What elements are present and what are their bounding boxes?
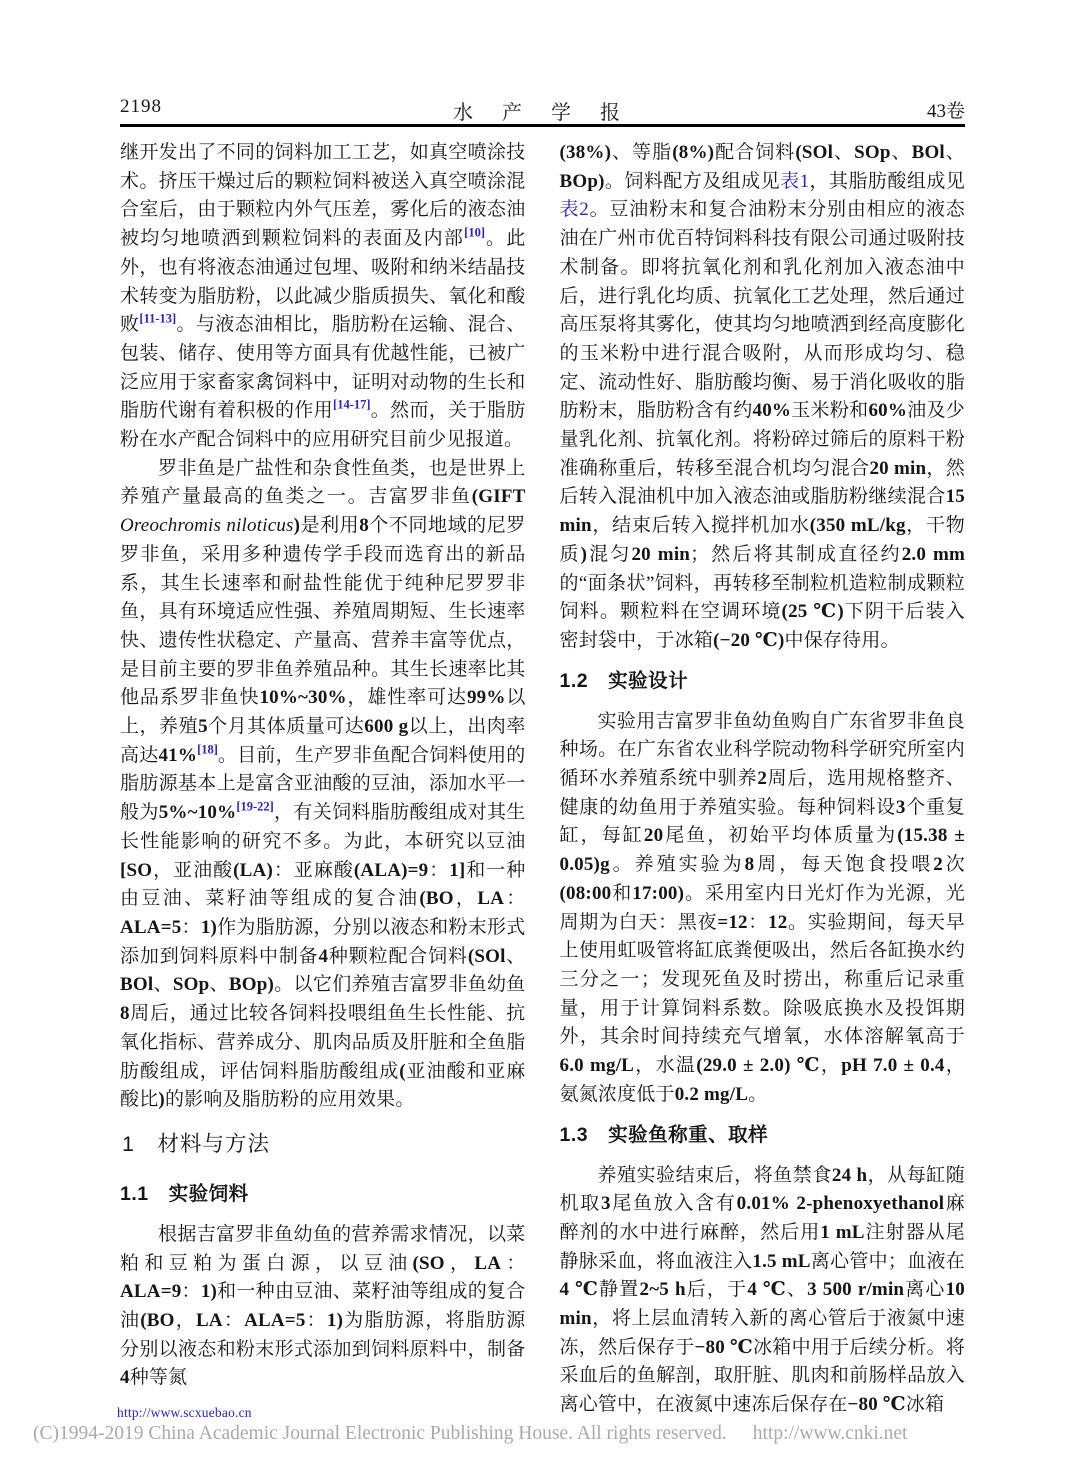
volume-number: 43卷: [926, 101, 965, 122]
latin-text: (ALA)=9: [353, 859, 429, 881]
latin-text: BOl: [120, 974, 154, 996]
latin-text: 10 min: [559, 1279, 965, 1330]
latin-text: (GIFT: [471, 486, 526, 508]
species-name: Oreochromis niloticus: [120, 515, 294, 537]
footer-cnki-link[interactable]: http://www.cnki.net: [752, 1423, 908, 1444]
latin-text: 0.01% 2-phenoxyethanol: [736, 1193, 945, 1215]
latin-text: 1 mL: [820, 1221, 865, 1243]
latin-text: 4: [120, 1367, 130, 1389]
latin-text: 24 h: [831, 1164, 868, 1186]
latin-text: (08:00: [559, 882, 612, 904]
latin-text: BOp): [228, 974, 275, 996]
latin-text: (SO: [412, 1252, 445, 1274]
latin-text: 1.5 mL: [752, 1250, 811, 1272]
latin-text: 20 min: [869, 457, 927, 479]
latin-text: (25 ℃): [781, 601, 844, 623]
latin-text: 5: [198, 716, 208, 738]
latin-text: 2~5 h: [639, 1279, 686, 1301]
footer-copyright-row: [33, 1423, 1053, 1445]
paragraph: 根据吉富罗非鱼幼鱼的营养需求情况，以菜粕和豆粕为蛋白源，以豆油(SO，LA：ALA=9：1)和一种由豆油、菜籽油等组成的复合油(BO，LA：ALA=5：1)为脂肪源，将脂肪源分别以液态和粉末形式添加到饲料原料中，制备4种等氮: [120, 1223, 526, 1389]
latin-text: (SOl: [467, 945, 506, 967]
latin-text: ALA=5: [244, 1310, 306, 1332]
latin-text: 0.2 mg/L: [674, 1083, 749, 1105]
paragraph: 罗非鱼是广盐性和杂食性鱼类，也是世界上养殖产量最高的鱼类之一。吉富罗非鱼(GIFT Oreochromis niloticus)是利用8个不同地域的尼罗罗非鱼，采用多种遗传学手段而选育出的新品系，其生长速率和耐盐性能优于纯种尼罗罗非鱼，具有环境适应性强、养殖周期短、生长速率快、遗传性状稳定、产量高、营养丰富等优点，是目前主要的罗非鱼养殖品种。其生长速率比其他品系罗非鱼快10%~30%，雄性率可达99%以上，养殖5个月其体质量可达600 g以上，出肉率高达41%[18]。目前，生产罗非鱼配合饲料使用的脂肪源基本上是富含亚油酸的豆油，添加水平一般为5%~10%[19-22]，有关饲料脂肪酸组成对其生长性能影响的研究不多。为此，本研究以豆油[SO，亚油酸(LA)：亚麻酸(ALA)=9：1]和一种由豆油、菜籽油等组成的复合油(BO，LA：ALA=5：1)作为脂肪源，分别以液态和粉末形式添加到饲料原料中制备4种颗粒配合饲料(SOl、BOl、SOp、BOp)。以它们养殖吉富罗非鱼幼鱼8周后，通过比较各饲料投喂组鱼生长性能、抗氧化指标、营养成分、肌肉品质及肝脏和全鱼脂肪酸组成，评估饲料脂肪酸组成(亚油酸和亚麻酸比)的影响及脂肪粉的应用效果。: [120, 457, 526, 1111]
latin-text: 20: [643, 825, 664, 847]
latin-text: (350 mL/kg: [809, 515, 906, 537]
table-link[interactable]: 表1: [780, 170, 810, 192]
latin-text: 10%~30%: [259, 687, 347, 709]
latin-text: (LA): [233, 859, 274, 881]
latin-text: 3 500 r/min: [807, 1279, 905, 1301]
reference-link[interactable]: [11-13]: [139, 311, 177, 326]
latin-text: 12: [768, 911, 788, 933]
latin-text: pH 7.0 ± 0.4: [841, 1055, 945, 1077]
right-column: [560, 139, 966, 1420]
latin-text: [SO: [120, 859, 153, 881]
footer-site-link[interactable]: http://www.scxuebao.cn: [117, 1405, 252, 1420]
latin-text: 8: [744, 854, 755, 876]
latin-text: ): [580, 543, 588, 565]
latin-text: (BO: [419, 888, 454, 910]
latin-text: 2.0 mm: [901, 543, 966, 565]
subsection-heading: 1.1 实验饲料: [120, 1182, 249, 1205]
page-header: [120, 96, 965, 122]
latin-text: 1): [200, 1281, 218, 1303]
latin-text: SOp: [172, 974, 210, 996]
latin-text: LA: [195, 1310, 223, 1332]
latin-text: 8: [120, 1003, 130, 1025]
latin-text: 15 min: [559, 486, 965, 537]
page-number: 2198: [120, 96, 162, 117]
latin-text: 6.0 mg/L: [559, 1055, 635, 1077]
latin-text: (: [399, 1060, 406, 1082]
latin-text: 1]: [449, 859, 466, 881]
paragraph: 继开发出了不同的饲料加工工艺，如真空喷涂技术。挤压干燥过后的颗粒饲料被送入真空喷涂混合室后，由于颗粒内外气压差，雾化后的液态油被均匀地喷洒到颗粒饲料的表面及内部[10]。此外，也有将液态油通过包埋、吸附和纳米结晶技术转变为脂肪粉，以此减少脂质损失、氧化和酸败[11-13]。与液态油相比，脂肪粉在运输、混合、包装、储存、使用等方面具有优越性能，已被广泛应用于家畜家禽饲料中，证明对动物的生长和脂肪代谢有着积极的作用[14-17]。然而，关于脂肪粉在水产配合饲料中的应用研究目前少见报道。: [120, 142, 526, 451]
copyright-text: (C)1994-2019 China Academic Journal Electronic Publishing House. All rights reserved.: [33, 1423, 727, 1444]
latin-text: 1): [326, 1310, 344, 1332]
latin-text: 2: [757, 768, 768, 790]
latin-text: ): [158, 1089, 165, 1111]
subsection-heading: 1.2 实验设计: [559, 669, 689, 692]
paragraph: (38%)、等脂(8%)配合饲料(SOl、SOp、BOl、BOp)。饲料配方及组成见表1，其脂肪酸组成见表2。豆油粉末和复合油粉末分别由相应的液态油在广州市优百特饲料科技有限公司通过吸附技术制备。即将抗氧化剂和乳化剂加入液态油中后，进行乳化均质、抗氧化工艺处理，然后通过高压泵将其雾化，使其均匀地喷洒到经高度膨化的玉米粉中进行混合吸附，从而形成均匀、稳定、流动性好、脂肪酸均衡、易于消化吸收的脂肪粉末，脂肪粉含有约40%玉米粉和60%油及少量乳化剂、抗氧化剂。将粉碎过筛后的原料干粉准确称重后，转移至混合机均匀混合20 min，然后转入混油机中加入液态油或脂肪粉继续混合15 min，结束后转入搅拌机加水(350 mL/kg，干物质)混匀20 min；然后将其制成直径约2.0 mm的“面条状”饲料，再转移至制粒机造粒制成颗粒饲料。颗粒料在空调环境(25 ℃)下阴干后装入密封袋中，于冰箱(−20 ℃)中保存待用。: [559, 142, 966, 651]
article-body: [120, 139, 965, 1420]
latin-text: −80 ℃: [694, 1336, 753, 1358]
header-rule: [120, 124, 965, 127]
table-link[interactable]: 表2: [559, 199, 589, 221]
latin-text: −80 ℃: [847, 1394, 906, 1416]
latin-text: 1): [200, 916, 218, 938]
latin-text: 4 ℃: [559, 1279, 600, 1301]
latin-text: (38%): [559, 142, 612, 163]
latin-text: 5%~10%: [158, 802, 237, 824]
latin-text: =12: [717, 911, 748, 933]
latin-text: 99%: [466, 687, 506, 709]
latin-text: BOp): [559, 170, 605, 192]
latin-text: 600 g: [364, 716, 409, 738]
latin-text: 17:00): [632, 882, 685, 904]
paragraph: 实验用吉富罗非鱼幼鱼购自广东省罗非鱼良种场。在广东省农业科学院动物科学研究所室内循环水养殖系统中驯养2周后，选用规格整齐、健康的幼鱼用于养殖实验。每种饲料设3个重复缸，每缸20尾鱼，初始平均体质量为(15.38 ± 0.05)g。养殖实验为8周，每天饱食投喂2次(08:00和17:00)。采用室内日光灯作为光源，光周期为白天：黑夜=12：12。实验期间，每天早上使用虹吸管将缸底粪便吸出，然后各缸换水约三分之一；发现死鱼及时捞出，称重后记录重量，用于计算饲料系数。除吸底换水及投饵期外，其余时间持续充气增氧，水体溶解氧高于6.0 mg/L，水温(29.0 ± 2.0) ℃，pH 7.0 ± 0.4，氨氮浓度低于0.2 mg/L。: [559, 710, 966, 1105]
latin-text: ): [293, 515, 301, 537]
latin-text: 60%: [868, 400, 908, 422]
section-heading: 1 材料与方法: [122, 1131, 270, 1156]
latin-text: 8: [359, 515, 369, 537]
reference-link[interactable]: [10]: [464, 225, 485, 240]
latin-text: BOl: [911, 142, 945, 163]
latin-text: 40%: [752, 400, 792, 422]
latin-text: (8%): [672, 142, 715, 163]
latin-text: SOp: [854, 142, 891, 163]
reference-link[interactable]: [19-22]: [236, 799, 274, 814]
latin-text: LA: [474, 1252, 502, 1274]
latin-text: (−20 ℃): [713, 629, 785, 651]
latin-text: (SOl: [795, 142, 834, 163]
latin-text: 20 min: [631, 543, 691, 565]
latin-text: LA: [477, 888, 505, 910]
latin-text: ALA=9: [120, 1281, 182, 1303]
journal-title: 水 产 学 报: [453, 102, 632, 124]
latin-text: 3: [895, 796, 906, 818]
latin-text: 2: [933, 854, 943, 876]
latin-text: (BO: [140, 1310, 175, 1332]
paragraph: 养殖实验结束后，将鱼禁食24 h，从每缸随机取3尾鱼放入含有0.01% 2-phenoxyethanol麻醉剂的水中进行麻醉，然后用1 mL注射器从尾静脉采血，将血液注入1.5 mL离心管中；血液在4 ℃静置2~5 h后，于4 ℃、3 500 r/min离心10 min，将上层血清转入新的离心管后于液氮中速冻，然后保存于−80 ℃冰箱中用于后续分析。将采血后的鱼解剖，取肝脏、肌肉和前肠样品放入离心管中，在液氮中速冻后保存在−80 ℃冰箱: [559, 1164, 966, 1416]
latin-text: 4 ℃: [747, 1279, 787, 1301]
latin-text: 3: [600, 1193, 611, 1215]
latin-text: 4: [318, 945, 329, 967]
latin-text: (15.38 ± 0.05)g: [559, 825, 966, 876]
left-column: [120, 139, 526, 1420]
reference-link[interactable]: [14-17]: [333, 398, 371, 412]
latin-text: 41%: [158, 744, 198, 766]
latin-text: ALA=5: [120, 916, 182, 938]
subsection-heading: 1.3 实验鱼称重、取样: [559, 1123, 769, 1146]
latin-text: (29.0 ± 2.0) ℃: [696, 1055, 821, 1077]
reference-link[interactable]: [18]: [197, 742, 218, 757]
